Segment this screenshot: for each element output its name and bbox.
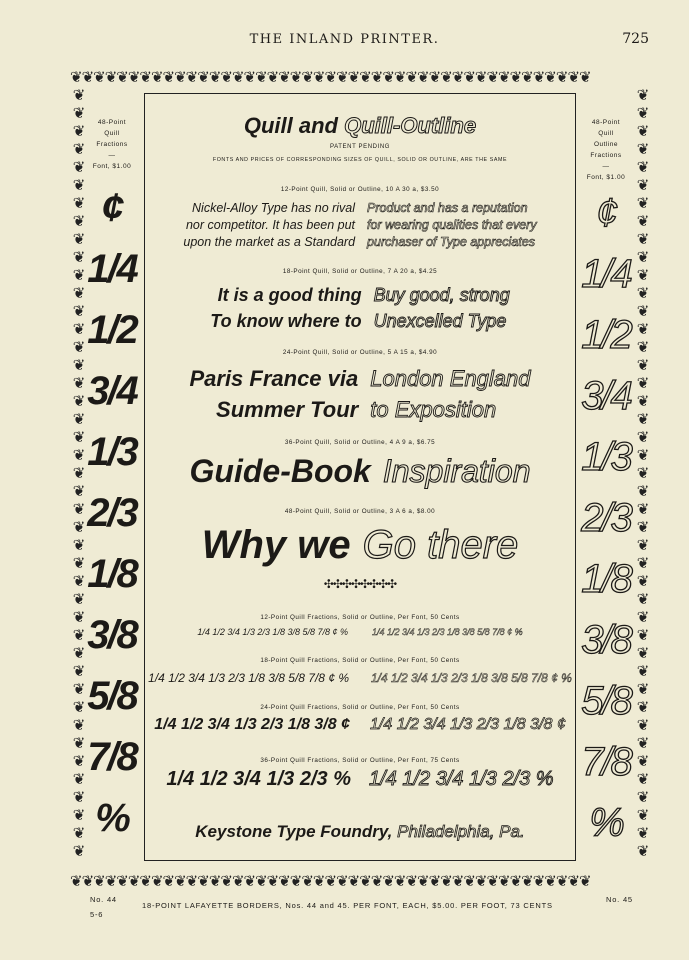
sample-36pt: [146, 450, 574, 492]
left-panel-heading: [80, 117, 144, 172]
border-right: ❦ ❦ ❦ ❦ ❦ ❦ ❦ ❦ ❦ ❦ ❦ ❦ ❦ ❦ ❦ ❦ ❦ ❦ ❦ ❦ ❦ ❦ ❦ ❦ ❦ ❦ ❦ ❦ ❦ ❦ ❦ ❦ ❦ ❦ ❦ ❦ ❦ ❦ ❦ ❦ ❦ ❦ ❦: [636, 86, 650, 860]
right-heading-line: Fractions: [590, 152, 622, 159]
spec-frac-12pt: 12-Point Quill Fractions, Solid or Outline, Per Font, 50 Cents: [260, 614, 460, 621]
fractions-18pt: [146, 671, 574, 685]
patent-note: PATENT PENDING: [329, 144, 391, 150]
right-fraction: %: [589, 801, 623, 845]
left-fraction: 1/4: [87, 247, 137, 291]
sample-18pt: [146, 282, 574, 334]
left-fraction: 1/8: [87, 552, 137, 596]
left-panel: [80, 117, 144, 849]
border-number-left: No. 44: [90, 895, 117, 904]
signature-mark: 5-6: [90, 910, 104, 919]
left-heading-line: —: [108, 152, 116, 159]
right-fraction: 5/8: [581, 679, 631, 723]
sample-24pt-solid: Paris France via Summer Tour: [189, 366, 359, 422]
sample-18pt-solid: It is a good thing To know where to: [210, 285, 362, 331]
spec-18pt: 18-Point Quill, Solid or Outline, 7 A 20 a, $4.25: [282, 268, 438, 275]
fractions-24pt-outline: 1/4 1/2 3/4 1/3 2/3 1/8 3/8 ¢: [370, 716, 566, 733]
left-fraction: ¢: [101, 186, 123, 230]
left-heading-line: 48-Point: [97, 119, 127, 126]
left-fraction: 2/3: [87, 491, 137, 535]
spec-frac-18pt: 18-Point Quill Fractions, Solid or Outline, Per Font, 50 Cents: [260, 657, 460, 664]
border-number-right: No. 45: [606, 895, 633, 904]
right-fraction-list: [574, 183, 638, 854]
foundry-city: Philadelphia, Pa.: [397, 822, 525, 841]
right-heading-line: Quill: [598, 130, 614, 137]
right-fraction: 7/8: [581, 740, 631, 784]
right-fraction: 1/8: [581, 557, 631, 601]
right-fraction: 1/4: [581, 252, 631, 296]
right-heading-line: 48-Point: [591, 119, 621, 126]
foundry-imprint: [146, 822, 574, 842]
left-fraction: 3/4: [87, 369, 137, 413]
fractions-12pt: [146, 627, 574, 637]
sample-12pt-solid: Nickel-Alloy Type has no rival nor competitor. It has been put upon the market as a Standard: [183, 201, 356, 249]
right-heading-line: —: [602, 163, 610, 170]
left-fraction-list: [80, 178, 144, 849]
spec-48pt: 48-Point Quill, Solid or Outline, 3 A 6 a, $8.00: [284, 508, 436, 515]
right-fraction: 3/4: [581, 374, 631, 418]
spec-12pt: 12-Point Quill, Solid or Outline, 10 A 30 a, $3.50: [280, 186, 440, 193]
price-note: FONTS AND PRICES OF CORRESPONDING SIZES OF QUILL, SOLID OR OUTLINE, ARE THE SAME: [212, 157, 508, 163]
sample-48pt: [146, 518, 574, 572]
fractions-12pt-solid: 1/4 1/2 3/4 1/3 2/3 1/8 3/8 5/8 7/8 ¢ %: [197, 627, 348, 637]
right-panel: [574, 117, 638, 854]
spec-24pt: 24-Point Quill, Solid or Outline, 5 A 15 a, $4.90: [282, 349, 438, 356]
fractions-18pt-solid: 1/4 1/2 3/4 1/3 2/3 1/8 3/8 5/8 7/8 ¢ %: [148, 671, 349, 685]
sample-36pt-outline: Inspiration: [382, 453, 531, 489]
border-top: ❦❦❦❦❦❦❦❦❦❦❦❦❦❦❦❦❦❦❦❦❦❦❦❦❦❦❦❦❦❦❦❦❦❦❦❦❦❦❦❦❦❦❦❦❦: [70, 68, 591, 86]
spec-frac-24pt: 24-Point Quill Fractions, Solid or Outline, Per Font, 50 Cents: [260, 704, 460, 711]
fractions-12pt-outline: 1/4 1/2 3/4 1/3 2/3 1/8 3/8 5/8 7/8 ¢ %: [372, 627, 523, 637]
sample-18pt-outline: Buy good, strong Unexcelled Type: [373, 285, 510, 331]
left-heading-line: Quill: [104, 130, 120, 137]
right-heading-line: Font, $1.00: [586, 174, 626, 181]
left-fraction: 1/2: [87, 308, 137, 352]
fractions-36pt-solid: 1/4 1/2 3/4 1/3 2/3 %: [166, 768, 351, 790]
page-number: 725: [622, 31, 649, 47]
fractions-24pt-solid: 1/4 1/2 3/4 1/3 2/3 1/8 3/8 ¢: [154, 716, 350, 733]
foundry-name: Keystone Type Foundry,: [195, 822, 398, 841]
border-caption: 18-POINT LAFAYETTE BORDERS, Nos. 44 and 45. PER FONT, EACH, $5.00. PER FOOT, 73 CENTS: [142, 901, 553, 910]
left-fraction: 5/8: [87, 674, 137, 718]
title-outline: Quill-Outline: [344, 113, 477, 138]
right-fraction: ¢: [595, 191, 617, 235]
left-heading-line: Fractions: [96, 141, 128, 148]
spec-36pt: 36-Point Quill, Solid or Outline, 4 A 9 a, $6.75: [284, 439, 436, 446]
border-bottom: ❦❦❦❦❦❦❦❦❦❦❦❦❦❦❦❦❦❦❦❦❦❦❦❦❦❦❦❦❦❦❦❦❦❦❦❦❦❦❦❦❦❦❦❦❦: [70, 872, 591, 890]
sample-36pt-solid: Guide-Book: [189, 453, 371, 489]
sample-12pt-outline: Product and has a reputation for wearing qualities that every purchaser of Type appreciates: [367, 201, 537, 249]
specimen-title: [146, 113, 574, 139]
left-fraction: 7/8: [87, 735, 137, 779]
fractions-36pt: [146, 768, 574, 791]
spec-frac-36pt: 36-Point Quill Fractions, Solid or Outline, Per Font, 75 Cents: [260, 757, 460, 764]
left-heading-line: Font, $1.00: [92, 163, 132, 170]
right-fraction: 3/8: [581, 618, 631, 662]
title-solid: Quill and: [243, 113, 345, 138]
right-panel-heading: [574, 117, 638, 183]
sample-24pt: [146, 363, 574, 425]
right-fraction: 2/3: [581, 496, 631, 540]
sample-48pt-outline: Go there: [362, 523, 519, 567]
running-title: THE INLAND PRINTER.: [249, 32, 440, 47]
sample-24pt-outline: London England to Exposition: [370, 366, 531, 422]
right-heading-line: Outline: [593, 141, 619, 148]
right-fraction: 1/2: [581, 313, 631, 357]
ornament-rule: ✣✣✣✣✣✣✣✣: [323, 577, 397, 591]
fractions-24pt: [146, 716, 574, 734]
left-fraction: 1/3: [87, 430, 137, 474]
fractions-18pt-outline: 1/4 1/2 3/4 1/3 2/3 1/8 3/8 5/8 7/8 ¢ %: [371, 671, 572, 685]
border-left: ❦ ❦ ❦ ❦ ❦ ❦ ❦ ❦ ❦ ❦ ❦ ❦ ❦ ❦ ❦ ❦ ❦ ❦ ❦ ❦ ❦ ❦ ❦ ❦ ❦ ❦ ❦ ❦ ❦ ❦ ❦ ❦ ❦ ❦ ❦ ❦ ❦ ❦ ❦ ❦ ❦ ❦ ❦: [72, 86, 86, 860]
sample-12pt: [146, 200, 574, 251]
fractions-36pt-outline: 1/4 1/2 3/4 1/3 2/3 %: [369, 768, 554, 790]
sample-48pt-solid: Why we: [201, 523, 351, 567]
left-fraction: %: [95, 796, 129, 840]
left-fraction: 3/8: [87, 613, 137, 657]
right-fraction: 1/3: [581, 435, 631, 479]
